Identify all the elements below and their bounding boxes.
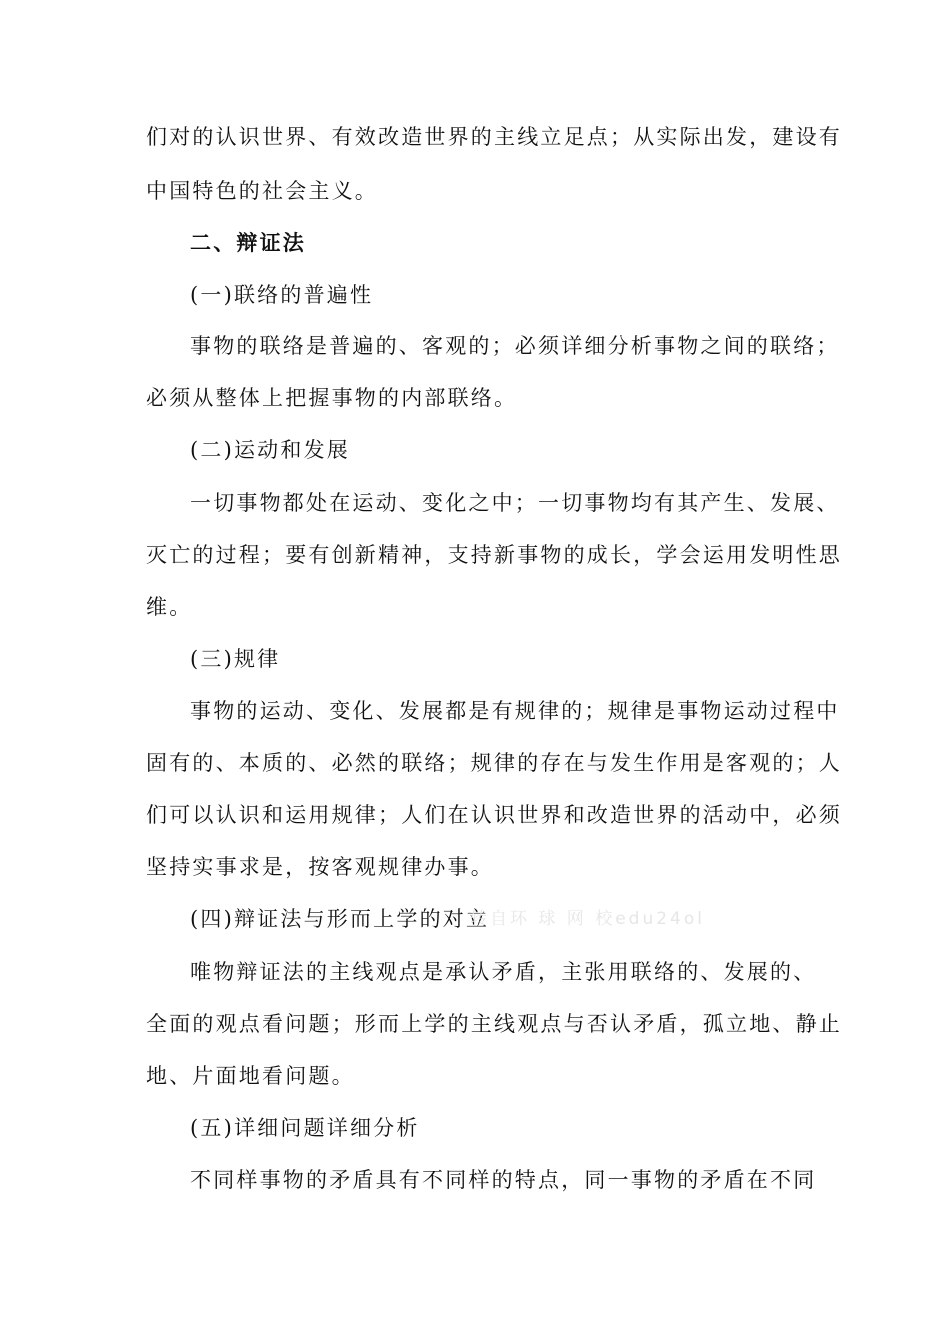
paragraph-line: 们可以认识和运用规律；人们在认识世界和改造世界的活动中，必须 [146,803,842,827]
paragraph-line: 必须从整体上把握事物的内部联络。 [146,386,518,410]
paragraph-line: 坚持实事求是，按客观规律办事。 [146,855,494,879]
paragraph-line: 中国特色的社会主义。 [146,179,378,203]
paragraph-line: 维。 [146,595,193,619]
paragraph-line: 唯物辩证法的主线观点是承认矛盾，主张用联络的、发展的、 [190,960,817,984]
paragraph-line: 事物的运动、变化、发展都是有规律的；规律是事物运动过程中 [190,699,840,723]
watermark: 转自环 球 网 校edu24ol [470,909,705,929]
paragraph-line: 们对的认识世界、有效改造世界的主线立足点；从实际出发，建设有 [146,125,842,149]
subsection-heading: (四)辩证法与形而上学的对立 [190,907,490,931]
paragraph-line: 灭亡的过程；要有创新精神，支持新事物的成长，学会运用发明性思 [146,543,842,567]
subsection-heading: (二)运动和发展 [190,438,350,462]
paragraph-line: 固有的、本质的、必然的联络；规律的存在与发生作用是客观的；人 [146,751,842,775]
paragraph-line: 地、片面地看问题。 [146,1064,355,1088]
paragraph-line: 全面的观点看问题；形而上学的主线观点与否认矛盾，孤立地、静止 [146,1012,842,1036]
paragraph-line: 不同样事物的矛盾具有不同样的特点，同一事物的矛盾在不同 [190,1168,817,1192]
paragraph-line: 一切事物都处在运动、变化之中；一切事物均有其产生、发展、 [190,491,840,515]
subsection-heading: (五)详细问题详细分析 [190,1116,420,1140]
section-heading: 二、辩证法 [190,230,306,255]
subsection-heading: (三)规律 [190,647,281,671]
subsection-heading: (一)联络的普遍性 [190,283,374,307]
paragraph-line: 事物的联络是普遍的、客观的；必须详细分析事物之间的联络； [190,334,840,358]
